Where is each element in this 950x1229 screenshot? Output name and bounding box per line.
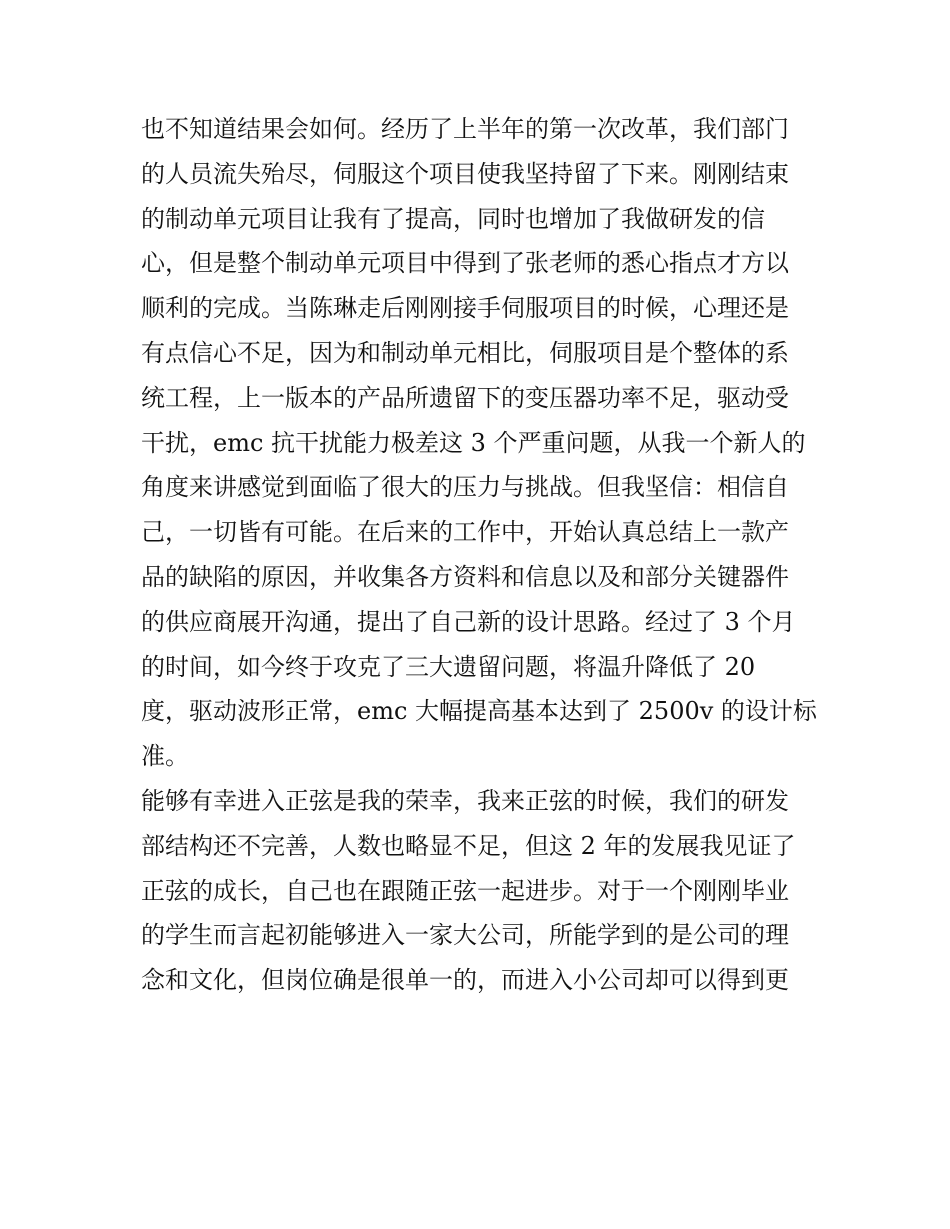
text-line: 角度来讲感觉到面临了很大的压力与挑战。但我坚信：相信自: [141, 473, 789, 502]
text-line: 己，一切皆有可能。在后来的工作中，开始认真总结上一款产: [141, 518, 789, 547]
text-line: 顺利的完成。当陈琳走后刚刚接手伺服项目的时候，心理还是: [141, 294, 789, 323]
text-line: 的人员流失殆尽，伺服这个项目使我坚持留了下来。刚刚结束: [141, 159, 789, 188]
text-line: 的供应商展开沟通，提出了自己新的设计思路。经过了 3 个月: [141, 607, 796, 636]
text-line: 的时间，如今终于攻克了三大遗留问题，将温升降低了 20: [141, 652, 756, 681]
text-line: 统工程，上一版本的产品所遗留下的变压器功率不足，驱动受: [141, 383, 789, 412]
text-line: 能够有幸进入正弦是我的荣幸，我来正弦的时候，我们的研发: [141, 786, 789, 815]
text-line: 干扰，emc 抗干扰能力极差这 3 个严重问题，从我一个新人的: [141, 428, 806, 457]
text-line: 度，驱动波形正常，emc 大幅提高基本达到了 2500v 的设计标: [141, 697, 817, 726]
text-line: 品的缺陷的原因，并收集各方资料和信息以及和部分关键器件: [141, 562, 789, 591]
text-line: 也不知道结果会如何。经历了上半年的第一次改革，我们部门: [141, 115, 789, 143]
text-line: 正弦的成长，自己也在跟随正弦一起进步。对于一个刚刚毕业: [141, 876, 789, 905]
body-text: [141, 107, 821, 1003]
text-line: 心，但是整个制动单元项目中得到了张老师的悉心指点才方以: [141, 249, 789, 278]
text-line: 的制动单元项目让我有了提高，同时也增加了我做研发的信: [141, 204, 765, 233]
text-line: 部结构还不完善，人数也略显不足，但这 2 年的发展我见证了: [141, 831, 796, 860]
text-line: 的学生而言起初能够进入一家大公司，所能学到的是公司的理: [141, 921, 789, 950]
text-line: 有点信心不足，因为和制动单元相比，伺服项目是个整体的系: [141, 338, 789, 367]
text-line: 准。: [141, 742, 189, 771]
text-line: 念和文化，但岗位确是很单一的，而进入小公司却可以得到更: [141, 966, 789, 995]
